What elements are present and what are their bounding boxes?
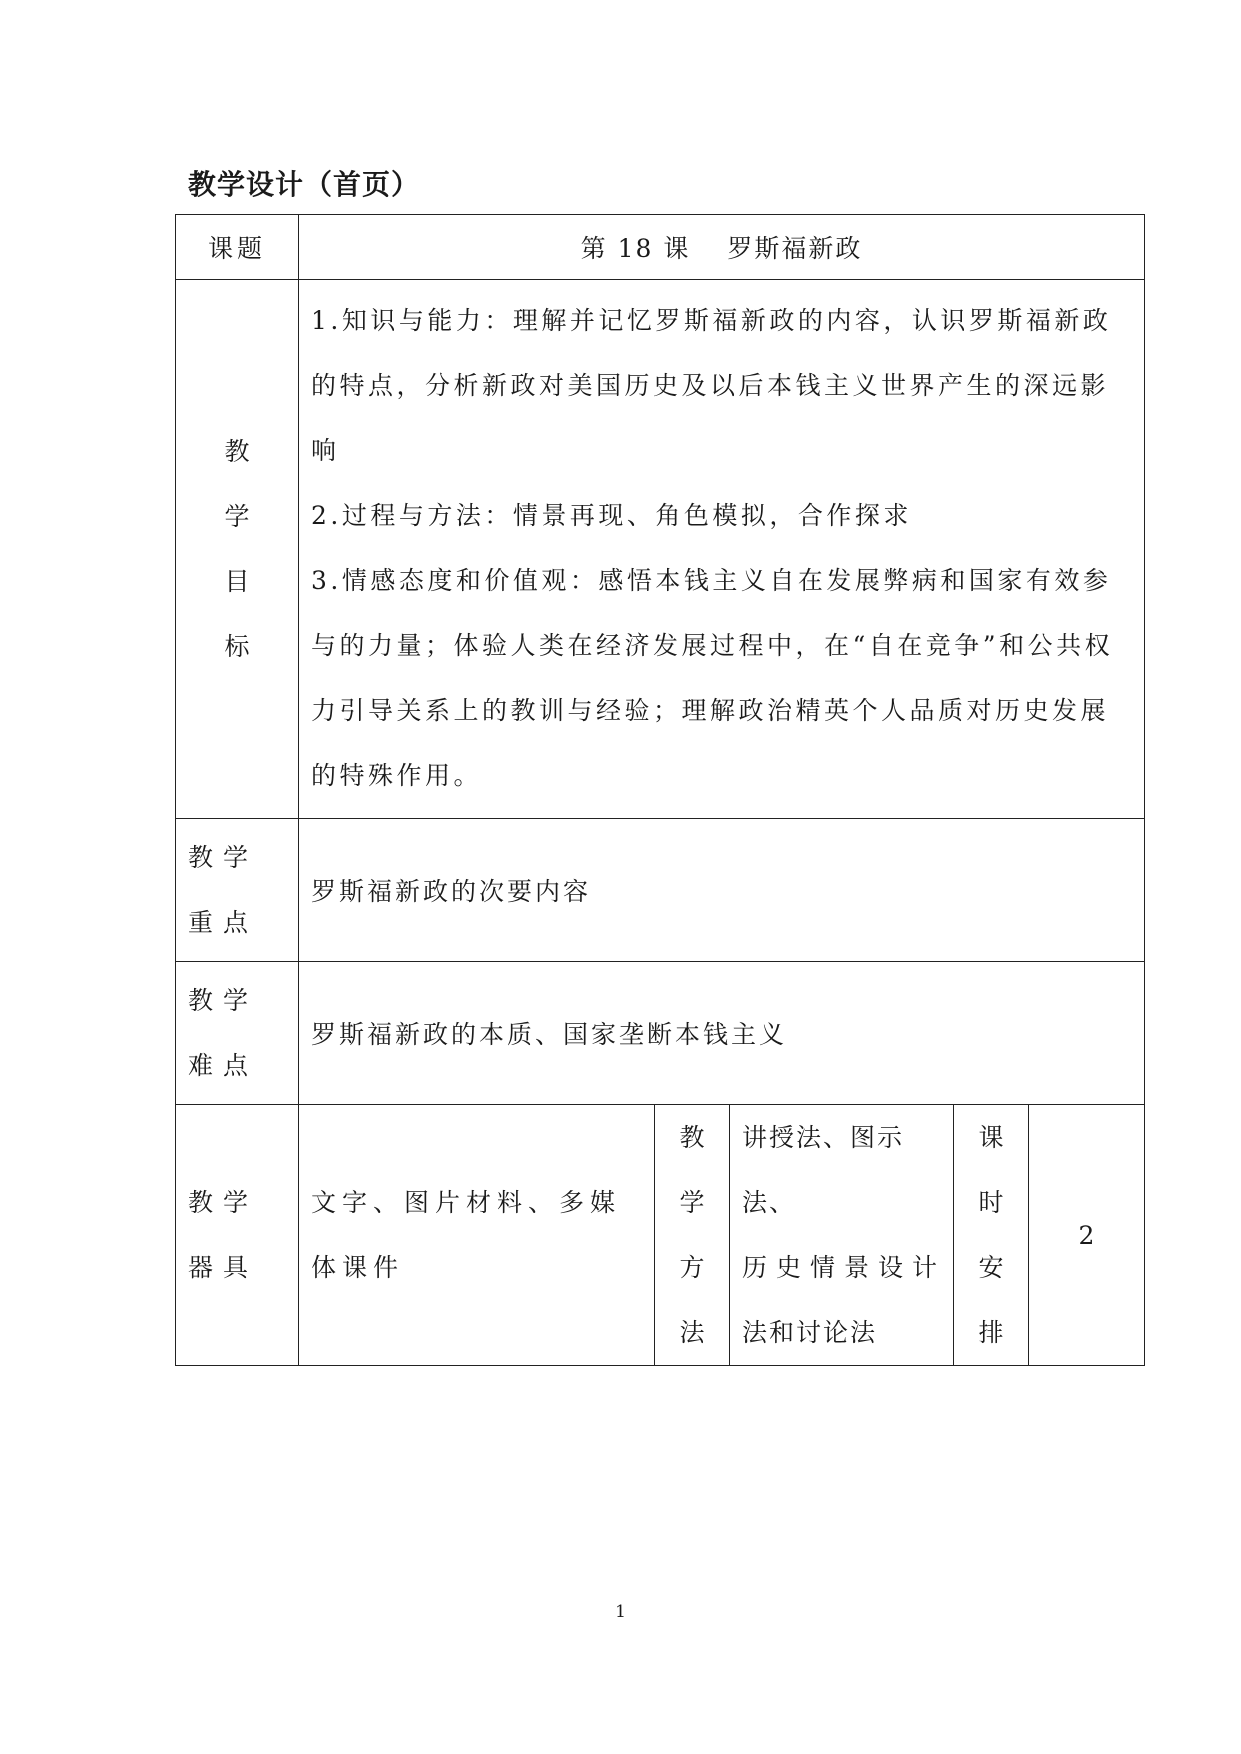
tools-value: 文字、图片材料、多媒体课件 bbox=[299, 1105, 655, 1366]
difficulties-label: 教学难点 bbox=[176, 962, 299, 1105]
goal-item-knowledge: 1.知识与能力：理解并记忆罗斯福新政的内容，认识罗斯福新政的特点，分析新政对美国历史及以后本钱主义世界产生的深远影响 bbox=[311, 306, 1112, 465]
methods-line: 讲授法、图示法、 bbox=[742, 1123, 905, 1217]
hours-label-char: 课 bbox=[978, 1123, 1004, 1152]
topic-value: 第 18 课 罗斯福新政 bbox=[299, 215, 1145, 280]
page-title: 教学设计（首页） bbox=[188, 168, 421, 201]
hours-value: 2 bbox=[1029, 1105, 1145, 1366]
methods-label-char: 学 bbox=[679, 1188, 705, 1217]
goals-row bbox=[176, 280, 1145, 819]
tools-methods-row bbox=[176, 1105, 1145, 1366]
lesson-plan-table bbox=[175, 214, 1145, 1366]
goals-label-char: 学 bbox=[224, 502, 250, 531]
methods-line: 历史情景设计 bbox=[742, 1253, 947, 1282]
goals-label-char: 教 bbox=[224, 437, 250, 466]
goals-label bbox=[176, 280, 299, 819]
methods-value bbox=[730, 1105, 954, 1366]
goal-item-values: 3.情感态度和价值观：感悟本钱主义自在发展弊病和国家有效参与的力量；体验人类在经济发展过程中，在“自在竞争”和公共权力引导关系上的教训与经验；理解政治精英个人品质对历史发展的特殊作用。 bbox=[311, 566, 1114, 790]
key-points-value: 罗斯福新政的次要内容 bbox=[299, 819, 1145, 962]
difficulties-row bbox=[176, 962, 1145, 1105]
key-points-row bbox=[176, 819, 1145, 962]
methods-line: 法和讨论法 bbox=[742, 1318, 878, 1347]
goals-content bbox=[299, 280, 1145, 819]
key-points-label: 教学重点 bbox=[176, 819, 299, 962]
page-number: 1 bbox=[615, 1602, 626, 1622]
hours-label-char: 安 bbox=[978, 1253, 1004, 1282]
methods-label-char: 教 bbox=[679, 1123, 705, 1152]
methods-label-char: 法 bbox=[679, 1318, 705, 1347]
topic-row bbox=[176, 215, 1145, 280]
goals-label-char: 目 bbox=[224, 567, 250, 596]
hours-label-char: 排 bbox=[978, 1318, 1004, 1347]
goals-label-char: 标 bbox=[224, 632, 250, 661]
tools-label: 教学器具 bbox=[176, 1105, 299, 1366]
hours-label bbox=[954, 1105, 1029, 1366]
methods-label-char: 方 bbox=[679, 1253, 705, 1282]
methods-label bbox=[655, 1105, 730, 1366]
goal-item-process: 2.过程与方法：情景再现、角色模拟，合作探求 bbox=[311, 501, 912, 530]
hours-label-char: 时 bbox=[978, 1188, 1004, 1217]
difficulties-value: 罗斯福新政的本质、国家垄断本钱主义 bbox=[299, 962, 1145, 1105]
topic-label: 课题 bbox=[176, 215, 299, 280]
